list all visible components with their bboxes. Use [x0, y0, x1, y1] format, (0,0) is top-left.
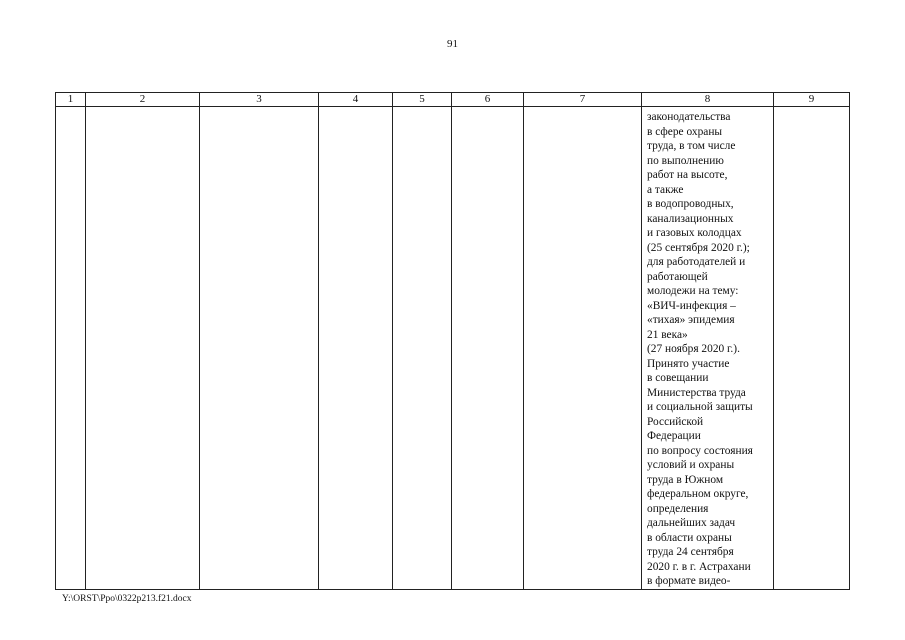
table-cell-col1 [56, 107, 86, 590]
col8-text-block [642, 107, 773, 589]
col8-text-line: в совещании [647, 372, 709, 384]
col8-text-line: по выполнению [647, 154, 724, 167]
table-cell-col5 [393, 107, 452, 590]
table-cell-col8 [642, 107, 774, 590]
col8-text-line: (25 сентября 2020 г.); [647, 241, 750, 254]
col8-text-line: Российской [647, 415, 704, 428]
col8-text-line: условий и охраны [647, 459, 735, 471]
column-header-6: 6 [452, 93, 524, 107]
col8-text-line: и социальной защиты [647, 401, 753, 413]
col8-text-line: работающей [647, 270, 708, 283]
col8-text-line: «ВИЧ-инфекция – [647, 299, 736, 312]
col8-text-line: законодательства [647, 111, 731, 123]
col8-text-line: а также [647, 183, 684, 196]
table-cell-col3 [200, 107, 319, 590]
column-header-7: 7 [524, 93, 642, 107]
col8-text-line: в сфере охраны [647, 125, 723, 138]
col8-text-line: и газовых колодцах [647, 227, 742, 239]
col8-text-line: для работодателей и [647, 256, 746, 268]
col8-text-line: труда, в том числе [647, 140, 736, 152]
column-header-1: 1 [56, 93, 86, 107]
col8-text-line: молодежи на тему: [647, 285, 739, 297]
col8-text-line: «тихая» эпидемия [647, 314, 735, 326]
col8-text-line: по вопросу состояния [647, 444, 753, 457]
col8-text-line: работ на высоте, [647, 169, 728, 181]
col8-text-line: в области охраны [647, 531, 732, 544]
table-row [56, 107, 850, 590]
col8-text-line: 21 века» [647, 328, 688, 341]
page-number: 91 [447, 38, 458, 50]
table-cell-col9 [774, 107, 850, 590]
col8-text-line: канализационных [647, 212, 734, 225]
table-header-row [56, 93, 850, 107]
column-header-5: 5 [393, 93, 452, 107]
column-header-8: 8 [642, 93, 774, 107]
col8-text-line: труда в Южном [647, 473, 724, 486]
col8-text-line: Принято участие [647, 357, 730, 370]
col8-text-line: дальнейших задач [647, 517, 736, 529]
column-header-4: 4 [319, 93, 393, 107]
table-cell-col4 [319, 107, 393, 590]
column-header-3: 3 [200, 93, 319, 107]
table-cell-col6 [452, 107, 524, 590]
col8-text-line: Министерства труда [647, 386, 746, 399]
col8-text-line: в формате видео- [647, 575, 731, 587]
col8-text-line: федеральном округе, [647, 488, 749, 500]
column-header-9: 9 [774, 93, 850, 107]
col8-text-line: Федерации [647, 430, 701, 442]
table-cell-col7 [524, 107, 642, 590]
footer-file-path: Y:\ORST\Ppo\0322p213.f21.docx [62, 594, 192, 604]
table-cell-col2 [86, 107, 200, 590]
col8-text-line: в водопроводных, [647, 198, 734, 210]
column-header-2: 2 [86, 93, 200, 107]
col8-text-line: (27 ноября 2020 г.). [647, 343, 740, 355]
document-table [55, 92, 850, 590]
col8-text-line: определения [647, 502, 709, 515]
col8-text-line: 2020 г. в г. Астрахани [647, 560, 751, 573]
col8-text-line: труда 24 сентября [647, 546, 734, 558]
